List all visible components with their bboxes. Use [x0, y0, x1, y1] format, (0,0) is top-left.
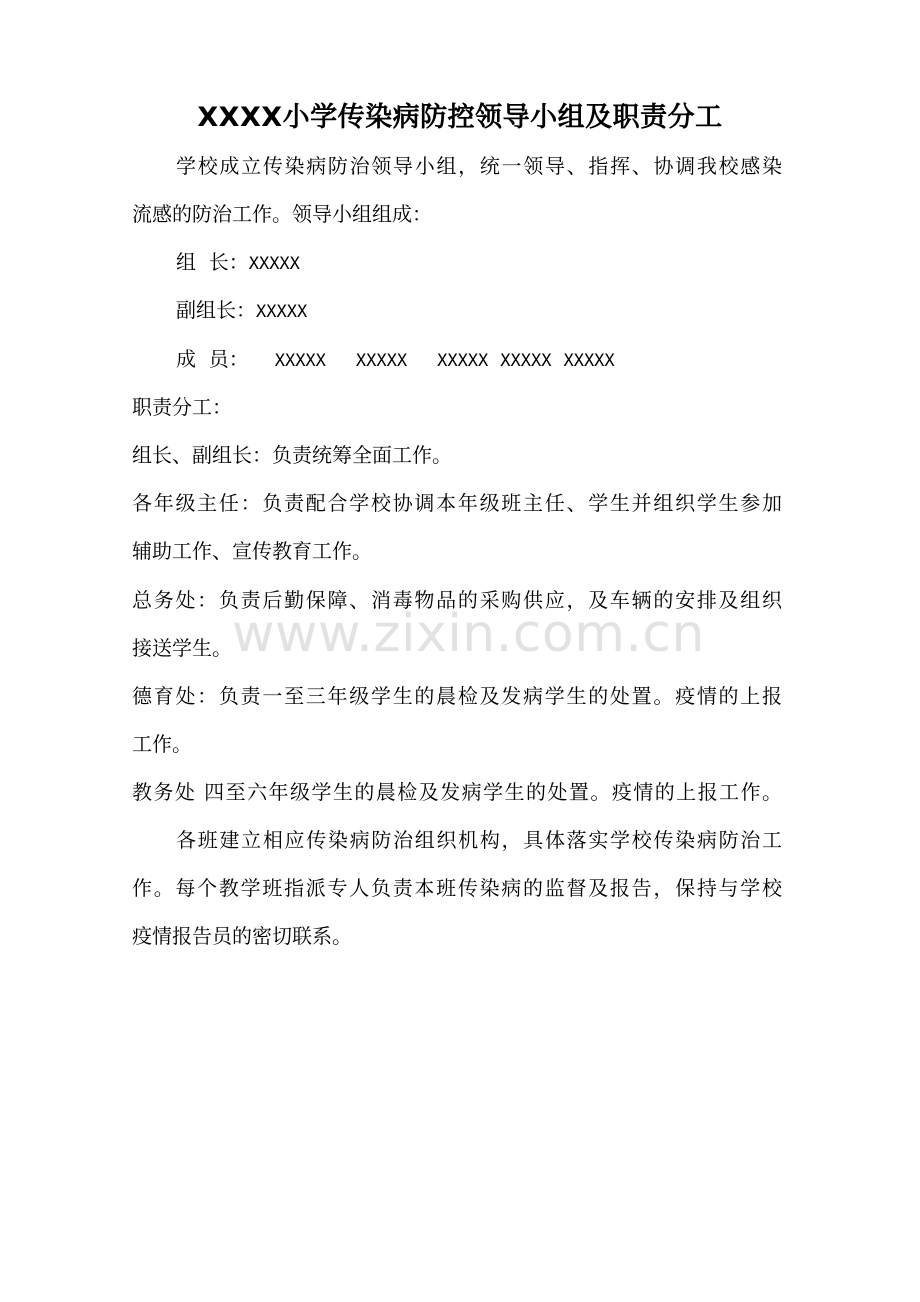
document-title: XXXX小学传染病防控领导小组及职责分工 [197, 102, 723, 133]
closing-line-2: 作。每个教学班指派专人负责本班传染病的监督及报告，保持与学校 [132, 876, 782, 900]
duty-grade-directors-line-2: 辅助工作、宣传教育工作。 [132, 539, 372, 563]
member-name: XXXXX [355, 351, 408, 371]
closing-line-3: 疫情报告员的密切联系。 [132, 924, 352, 948]
intro-line-2: 流感的防治工作。领导小组组成： [132, 202, 432, 226]
member-name: XXXXX [563, 351, 615, 371]
leader-row [176, 242, 782, 282]
duty-general-affairs-line-2: 接送学生。 [132, 636, 232, 660]
duty-general-affairs-line-1: 总务处：负责后勤保障、消毒物品的采购供应，及车辆的安排及组织 [132, 588, 782, 612]
vice-leader-row [176, 290, 782, 330]
duty-leaders: 组长、副组长：负责统筹全面工作。 [132, 443, 452, 467]
duty-academic-affairs: 教务处 四至六年级学生的晨检及发病学生的处置。疫情的上报工作。 [132, 780, 782, 804]
member-name: XXXXX [274, 351, 326, 371]
duty-grade-directors-line-1: 各年级主任：负责配合学校协调本年级班主任、学生并组织学生参加 [132, 491, 782, 515]
duty-moral-education-line-1: 德育处：负责一至三年级学生的晨检及发病学生的处置。疫情的上报 [132, 684, 782, 708]
closing-line-1: 各班建立相应传染病防治组织机构，具体落实学校传染病防治工 [176, 828, 782, 852]
watermark: www.zixin.com.cn [232, 604, 705, 664]
leader-label: 组 长： [176, 250, 249, 274]
leader-name: XXXXX [248, 254, 300, 274]
intro-line-1: 学校成立传染病防治领导小组，统一领导、指挥、协调我校感染 [176, 154, 782, 178]
member-name: XXXXX [500, 351, 552, 371]
member-name: XXXXX [437, 351, 489, 371]
duties-heading: 职责分工： [132, 395, 232, 419]
members-label: 成 员： [176, 347, 249, 371]
vice-leader-name: XXXXX [256, 302, 308, 322]
vice-leader-label: 副组长： [176, 298, 256, 322]
duty-moral-education-line-2: 工作。 [132, 732, 192, 756]
members-row [176, 339, 615, 379]
